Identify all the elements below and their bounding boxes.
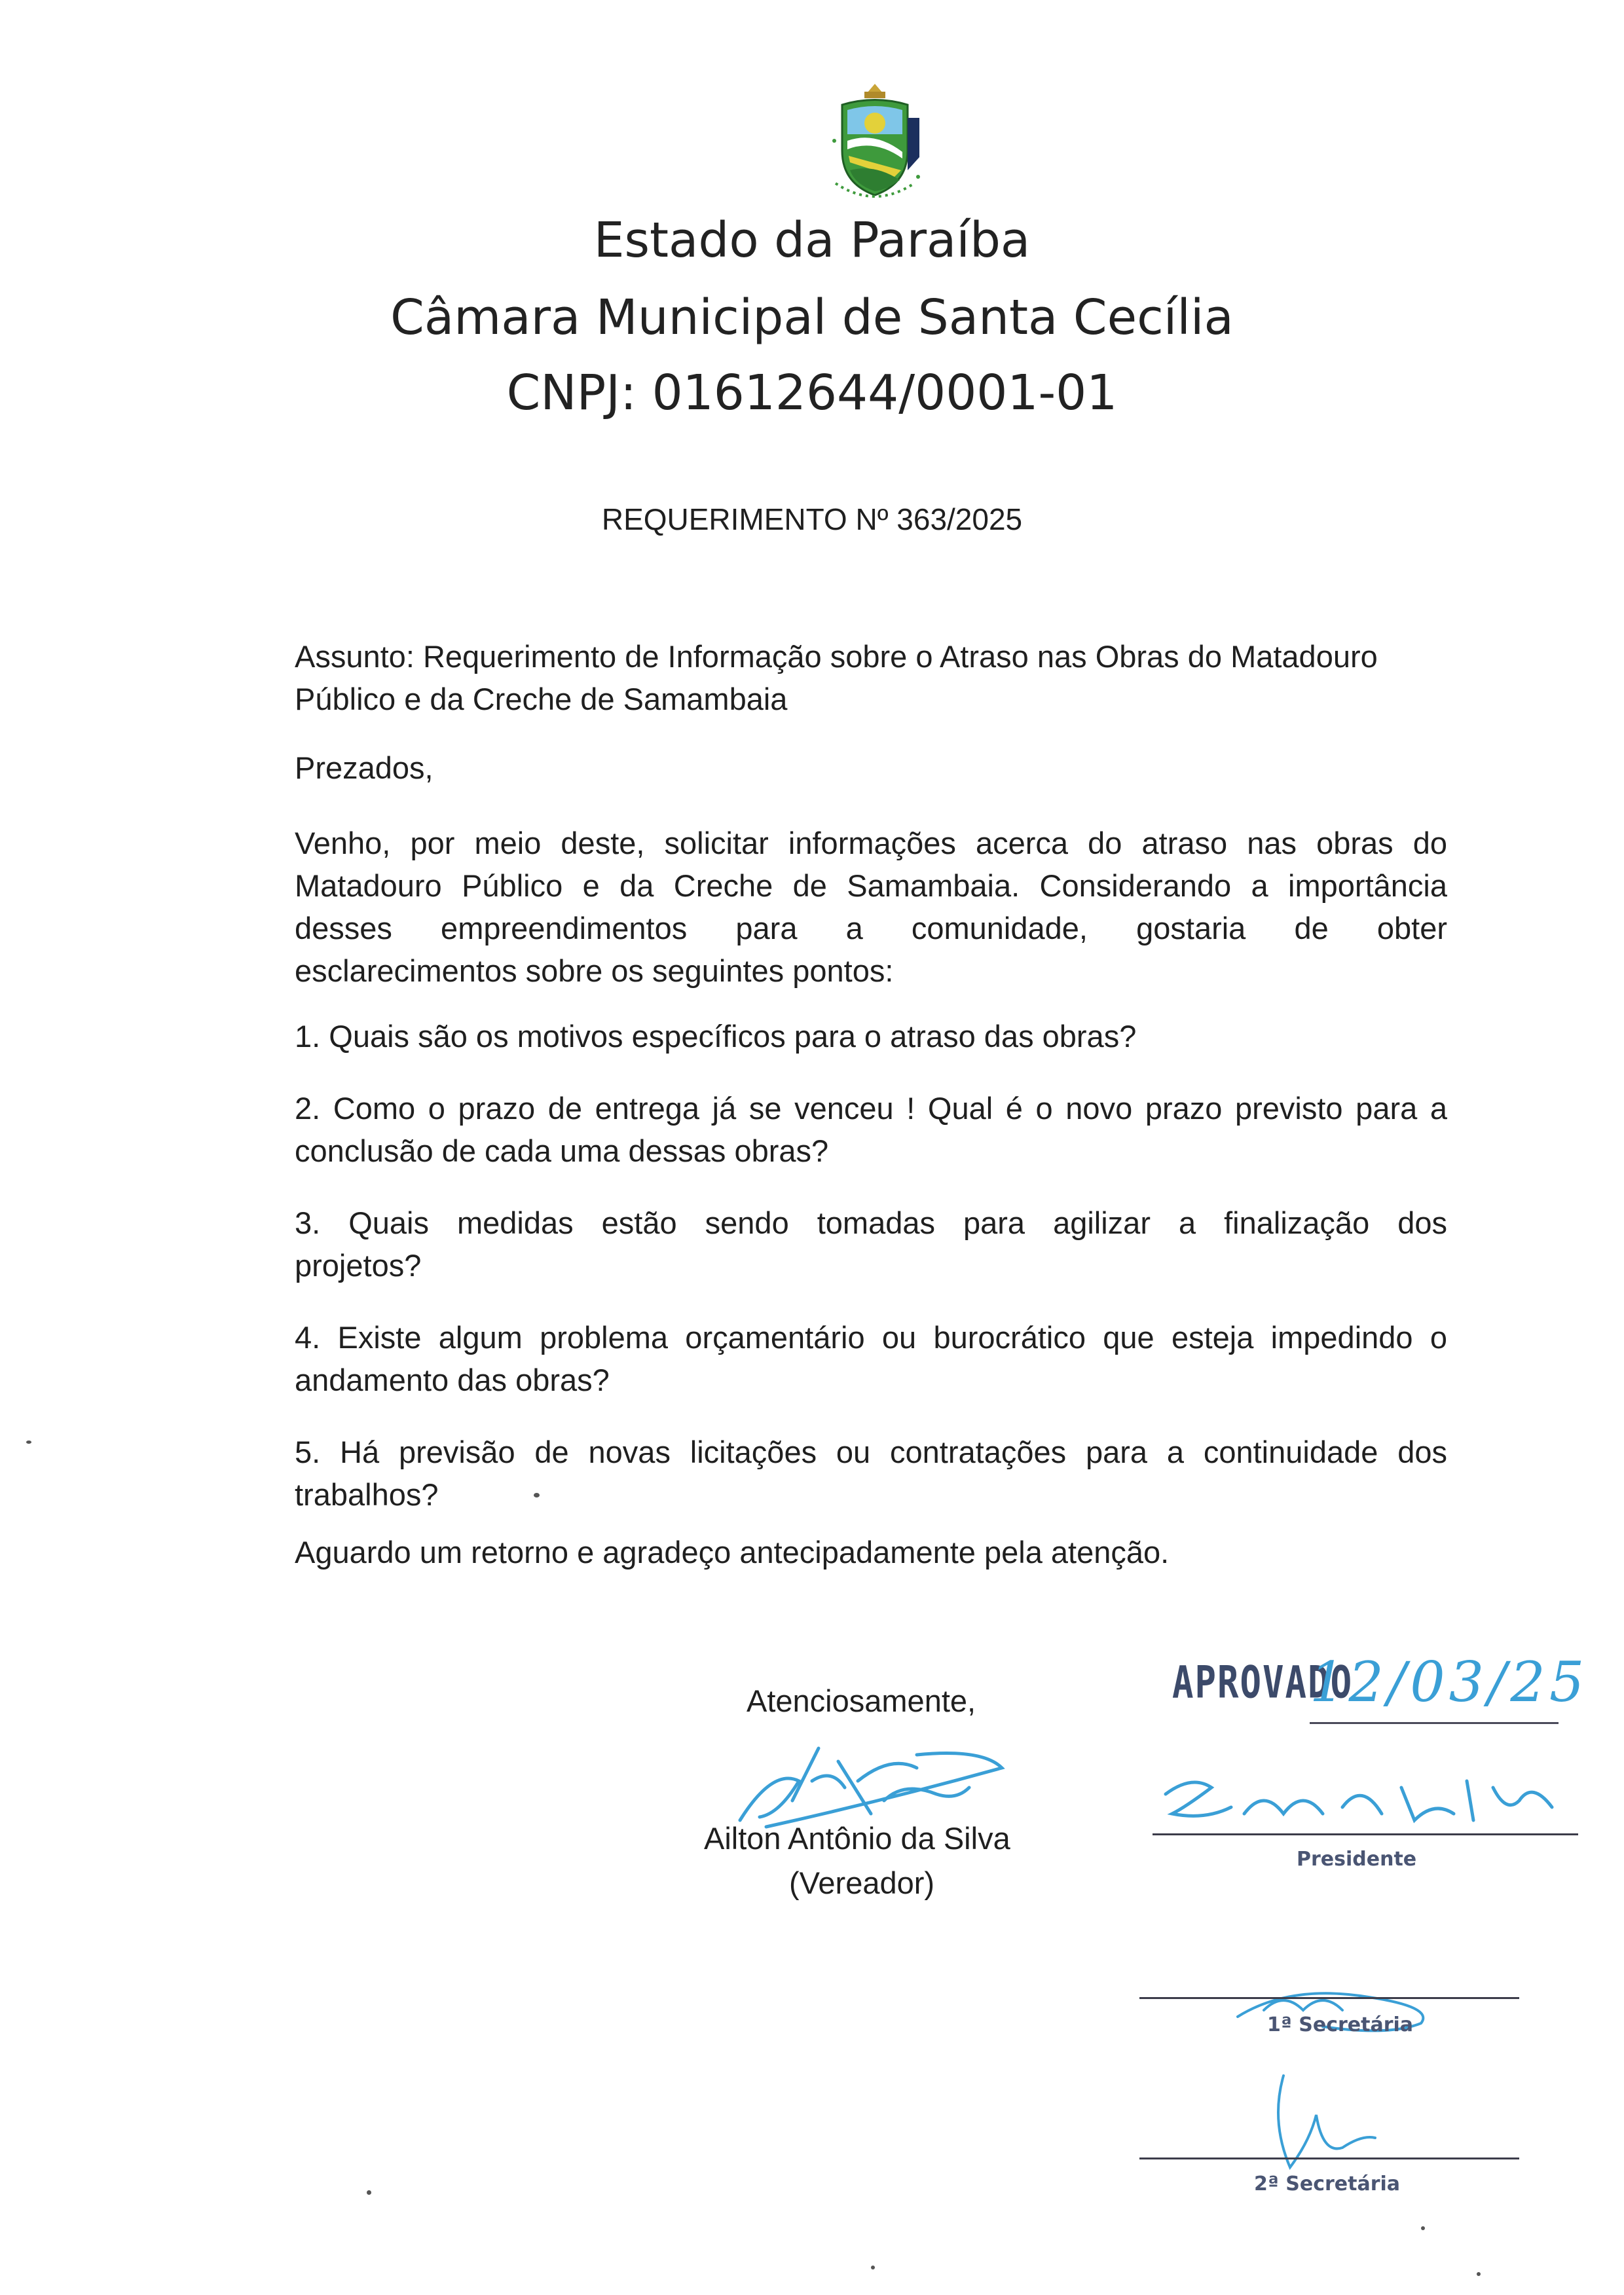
header-state: Estado da Paraíba <box>593 212 1031 268</box>
subject-line: Público e da Creche de Samambaia <box>295 682 788 716</box>
document-title: REQUERIMENTO Nº 363/2025 <box>601 502 1023 536</box>
first-secretary-line <box>1139 1997 1519 1999</box>
question-line: 1. Quais são os motivos específicos para o atraso das obras? <box>295 1019 1137 1054</box>
approval-date: 12/03/25 <box>1310 1650 1589 1714</box>
question-line: conclusão de cada uma dessas obras? <box>295 1133 829 1168</box>
question-item <box>295 1316 1447 1401</box>
president-label: Presidente <box>1297 1848 1417 1871</box>
municipal-crest-icon <box>809 79 940 210</box>
scan-speck <box>26 1441 31 1444</box>
question-line: trabalhos? <box>295 1477 439 1512</box>
question-line: 5. Há previsão de novas licitações ou contratações para a continuidade dos <box>295 1435 1447 1469</box>
scan-speck <box>1421 2226 1425 2230</box>
intro-paragraph <box>295 822 1447 992</box>
question-item <box>295 1087 1447 1172</box>
question-line: 2. Como o prazo de entrega já se venceu ! Qual é o novo prazo previsto para a <box>295 1091 1447 1126</box>
header-chamber: Câmara Municipal de Santa Cecília <box>390 289 1234 346</box>
president-line <box>1153 1833 1578 1835</box>
scan-speck <box>1477 2272 1481 2276</box>
subject-paragraph <box>295 635 1447 720</box>
question-line: projetos? <box>295 1248 422 1283</box>
scan-speck <box>871 2266 875 2269</box>
second-secretary-signature-icon <box>1257 2069 1388 2180</box>
intro-line: Venho, por meio deste, solicitar informações acerca do atraso nas obras do <box>295 826 1447 860</box>
signatory-name: Ailton Antônio da Silva <box>704 1821 1010 1856</box>
date-underline <box>1310 1722 1559 1724</box>
question-line: 4. Existe algum problema orçamentário ou burocrático que esteja impedindo o <box>295 1320 1447 1355</box>
subject-line: Assunto: Requerimento de Informação sobre o Atraso nas Obras do Matadouro <box>295 639 1378 674</box>
header-cnpj: CNPJ: 01612644/0001-01 <box>506 365 1118 421</box>
greeting: Prezados, <box>295 750 434 785</box>
closing-paragraph: Aguardo um retorno e agradeço antecipadamente pela atenção. <box>295 1535 1170 1570</box>
intro-line: Matadouro Público e da Creche de Samambaia. Considerando a importância <box>295 868 1447 903</box>
second-secretary-label: 2ª Secretária <box>1254 2173 1401 2195</box>
question-item <box>295 1202 1447 1287</box>
signatory-role: (Vereador) <box>789 1865 935 1900</box>
question-item <box>295 1431 1447 1516</box>
intro-line: desses empreendimentos para a comunidade, gostaria de obter <box>295 911 1447 946</box>
intro-line: esclarecimentos sobre os seguintes pontos: <box>295 953 894 988</box>
valediction: Atenciosamente, <box>747 1683 976 1718</box>
question-line: 3. Quais medidas estão sendo tomadas para agilizar a finalização dos <box>295 1205 1447 1240</box>
scan-speck <box>534 1493 540 1497</box>
question-item <box>295 1015 1447 1057</box>
second-secretary-line <box>1139 2157 1519 2159</box>
question-line: andamento das obras? <box>295 1363 610 1397</box>
approval-stamp: APROVADO <box>1172 1657 1354 1708</box>
first-secretary-label: 1ª Secretária <box>1267 2013 1414 2036</box>
scan-speck <box>367 2190 371 2195</box>
